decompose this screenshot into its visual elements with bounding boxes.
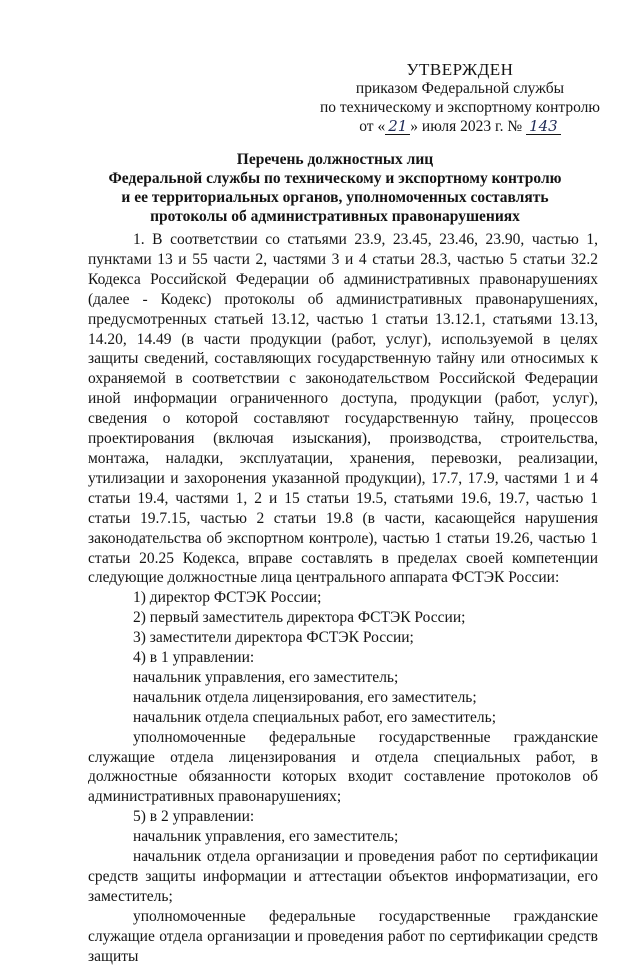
- heading-line-2: Федеральной службы по техническому и экспортному контролю: [108, 170, 562, 187]
- body-paragraph: начальник отдела лицензирования, его заместитель;: [133, 688, 477, 706]
- body-paragraph: 5) в 2 управлении:: [133, 808, 255, 826]
- approval-line-2: по техническому и экспортному контролю: [319, 99, 600, 116]
- body-paragraph: начальник управления, его заместитель;: [133, 668, 399, 686]
- body-paragraph: 2) первый заместитель директора ФСТЭК России;: [133, 609, 466, 627]
- body-paragraph: 3) заместители директора ФСТЭК России;: [133, 629, 414, 647]
- body-paragraph: 1. В соответствии со статьями 23.9, 23.45, 23.46, 23.90, частью 1, пунктами 13 и 55 части 2, частями 3 и 4 статьи 28.3, частью 5 статьи 32.2 Кодекса Российской Федерации об административных правонарушениях (далее - Кодекс) протоколы об административных правонарушениях, предусмотренных статьей 13.12, частью 1 статьи 13.12.1, статьями 13.13, 14.20, 14.49 (в части продукции (работ, услуг), используемой в целях защиты сведений, составляющих государственную тайну или относимых к охраняемой в соответствии с законодательством Российской Федерации иной информации ограниченного доступа, продукции (работ, услуг), сведения о которой составляют государственную тайну, процессов проектирования (включая изыскания), производства, строительства, монтажа, наладки, эксплуатации, хранения, перевозки, реализации, утилизации и захоронения указанной продукции), 17.7, 17.9, частями 1 и 4 статьи 19.4, частями 1, 2 и 15 статьи 19.5, статьями 19.6, 19.7, частью 1 статьи 19.7.15, частью 2 статьи 19.8 (в части, касающейся нарушения законодательства об экспортном контроле), частью 1 статьи 19.26, частью 1 статьи 20.25 Кодекса, вправе составлять в пределах своей компетенции следующие должностные лица центрального аппарата ФСТЭК России:: [88, 231, 598, 587]
- heading-line-1: Перечень должностных лиц: [236, 151, 434, 168]
- handwritten-order-number: 143: [526, 119, 561, 135]
- approval-caption: УТВЕРЖДЕН: [406, 60, 514, 79]
- body-paragraph: уполномоченные федеральные государственные гражданские служащие отдела организации и проведения работ по сертификации средств защиты: [88, 907, 598, 965]
- heading-line-4: протоколы об административных правонарушениях: [150, 208, 520, 225]
- approval-line-1: приказом Федеральной службы: [355, 80, 565, 97]
- body-paragraph: начальник управления, его заместитель;: [133, 828, 399, 846]
- approval-date-line: [320, 117, 600, 136]
- date-prefix: от «: [359, 118, 386, 135]
- heading-line-3: и ее территориальных органов, уполномоченных составлять: [121, 189, 549, 206]
- body-paragraph: 4) в 1 управлении:: [133, 649, 255, 667]
- document-heading: [60, 150, 610, 226]
- document-body: [88, 230, 598, 967]
- body-paragraph: начальник отдела специальных работ, его заместитель;: [133, 708, 497, 726]
- approval-block: [320, 60, 600, 136]
- body-paragraph: уполномоченные федеральные государственные гражданские служащие отдела лицензирования и отдела специальных работ, в должностные обязанности которых входит составление протоколов об административных правонарушениях;: [88, 728, 598, 806]
- body-paragraph: начальник отдела организации и проведения работ по сертификации средств защиты информации и аттестации объектов информатизации, его заместитель;: [88, 848, 598, 905]
- body-paragraph: 1) директор ФСТЭК России;: [133, 589, 322, 607]
- date-suffix: » июля 2023 г. №: [410, 118, 523, 135]
- handwritten-day: 21: [385, 119, 410, 135]
